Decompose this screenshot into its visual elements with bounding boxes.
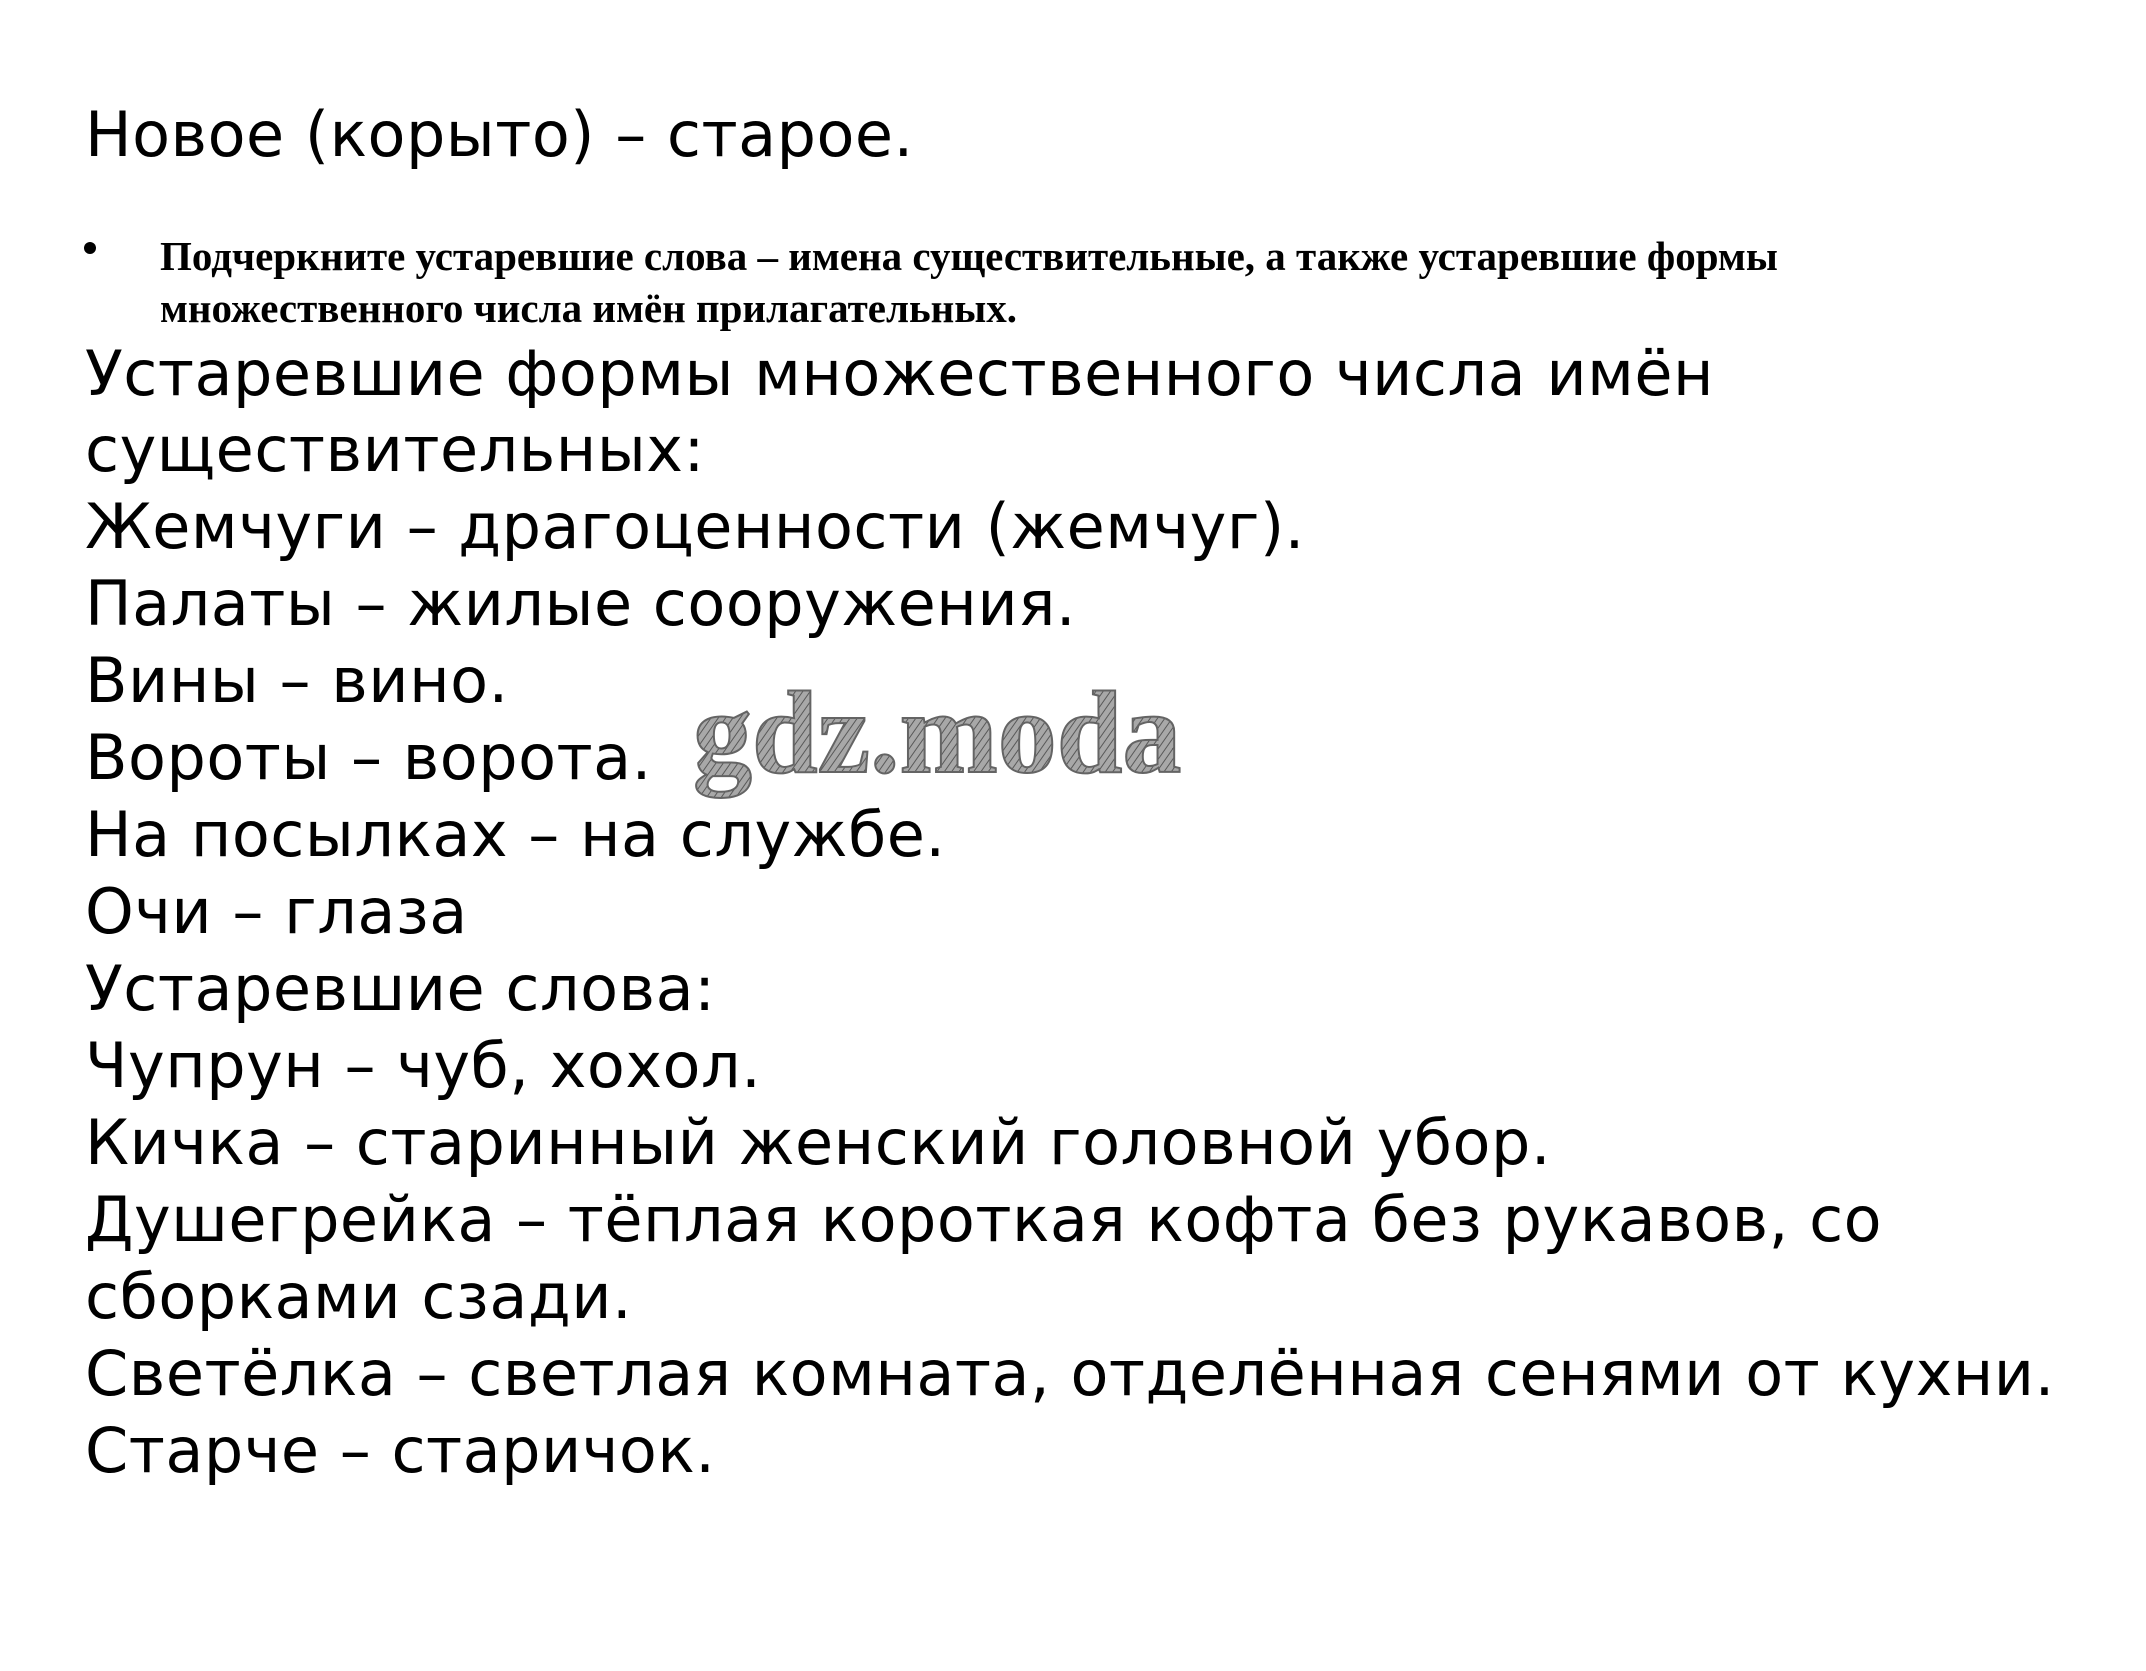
answer-line: Светёлка – светлая комната, отделённая сенями от кухни. [85,1337,2055,1410]
task-instruction: Подчеркните устаревшие слова – имена существительные, а также устаревшие формы множественного числа имён прилагательных. [160,233,1778,331]
answer-line: Устаревшие слова: [85,952,716,1025]
answer-line: Палаты – жилые сооружения. [85,567,1077,640]
answer-line: Чупрун – чуб, хохол. [85,1029,762,1102]
answer-line: существительных: [85,413,705,486]
answer-line: Душегрейка – тёплая короткая кофта без рукавов, со [85,1183,1883,1256]
answer-line: Вины – вино. [85,644,509,717]
bullet-icon [84,242,96,254]
answer-line: Вороты – ворота. [85,721,652,794]
answer-line: сборками сзади. [85,1260,633,1333]
answer-line: Устаревшие формы множественного числа имён [85,337,1715,410]
watermark-logo [685,660,1325,820]
watermark-text: gdz.moda [693,667,1182,798]
answer-line: На посылках – на службе. [85,798,946,871]
answer-line: Кичка – старинный женский головной убор. [85,1106,1552,1179]
answer-line: Жемчуги – драгоценности (жемчуг). [85,490,1305,563]
answer-line: Старче – старичок. [85,1414,716,1487]
intro-line: Новое (корыто) – старое. [85,98,914,171]
answer-line: Очи – глаза [85,875,468,948]
